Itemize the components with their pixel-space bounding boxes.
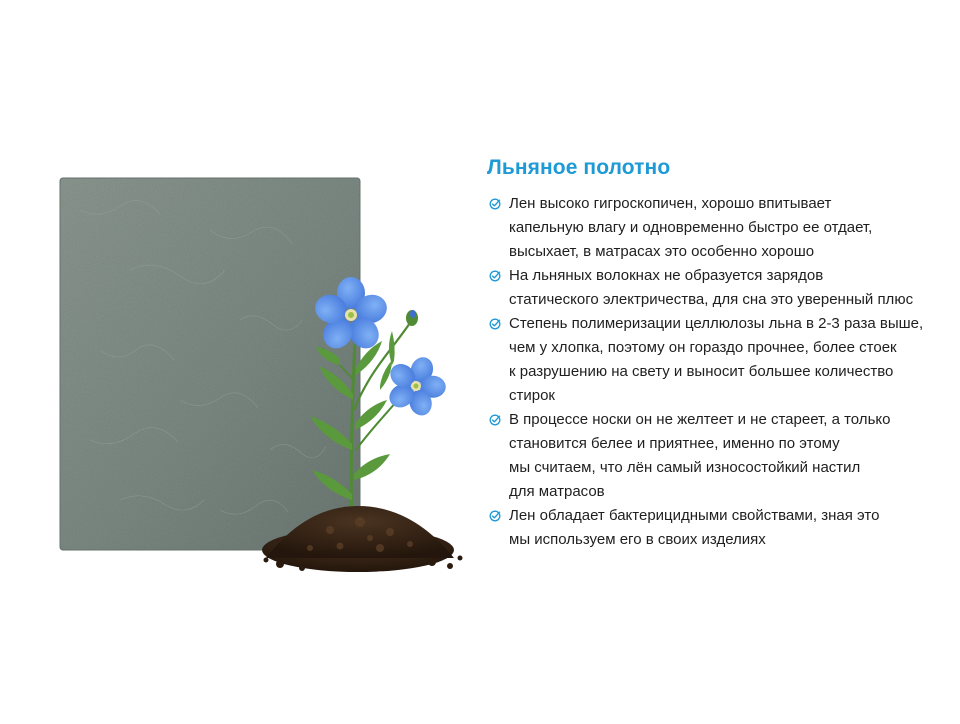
- feature-line: Лен обладает бактерицидными свойствами, зная это: [509, 507, 880, 524]
- feature-item: [487, 192, 947, 264]
- check-circle-icon: [489, 198, 501, 210]
- feature-line: На льняных волокнах не образуется зарядов: [509, 267, 824, 284]
- feature-text: [509, 504, 879, 552]
- feature-line: мы используем его в своих изделиях: [509, 531, 766, 548]
- feature-line: становится белее и приятнее, именно по этому: [509, 435, 840, 452]
- flax-bud: [406, 310, 418, 326]
- feature-line: статического электричества, для сна это уверенный плюс: [509, 291, 914, 308]
- feature-line: стирок: [509, 387, 555, 404]
- check-circle-icon: [489, 414, 501, 426]
- check-circle-icon: [489, 510, 501, 522]
- feature-line: капельную влагу и одновременно быстро ее отдает,: [509, 219, 873, 236]
- feature-line: к разрушению на свету и выносит большее количество: [509, 363, 894, 380]
- feature-line: Степень полимеризации целлюлозы льна в 2-3 раза выше,: [509, 315, 924, 332]
- feature-item: [487, 408, 947, 504]
- description-panel: [487, 156, 947, 552]
- feature-line: мы считаем, что лён самый износостойкий настил: [509, 459, 861, 476]
- feature-line: для матрасов: [509, 483, 605, 500]
- feature-text: [509, 192, 872, 264]
- flax-flower: [376, 347, 457, 426]
- feature-line: высыхает, в матрасах это особенно хорошо: [509, 243, 815, 260]
- feature-line: Лен высоко гигроскопичен, хорошо впитывает: [509, 195, 832, 212]
- feature-text: [509, 312, 923, 408]
- feature-list: [487, 192, 947, 552]
- product-illustration: [40, 150, 480, 590]
- feature-item: [487, 264, 947, 312]
- feature-text: [509, 264, 913, 312]
- feature-item: [487, 504, 947, 552]
- linen-felt-block: [60, 178, 360, 550]
- linen-illustration: [40, 150, 480, 590]
- feature-line: В процессе носки он не желтеет и не стареет, а только: [509, 411, 891, 428]
- check-circle-icon: [489, 318, 501, 330]
- feature-line: чем у хлопка, поэтому он гораздо прочнее, более стоек: [509, 339, 897, 356]
- section-title: Льняное полотно: [487, 156, 671, 179]
- check-circle-icon: [489, 270, 501, 282]
- feature-text: [509, 408, 890, 504]
- feature-item: [487, 312, 947, 408]
